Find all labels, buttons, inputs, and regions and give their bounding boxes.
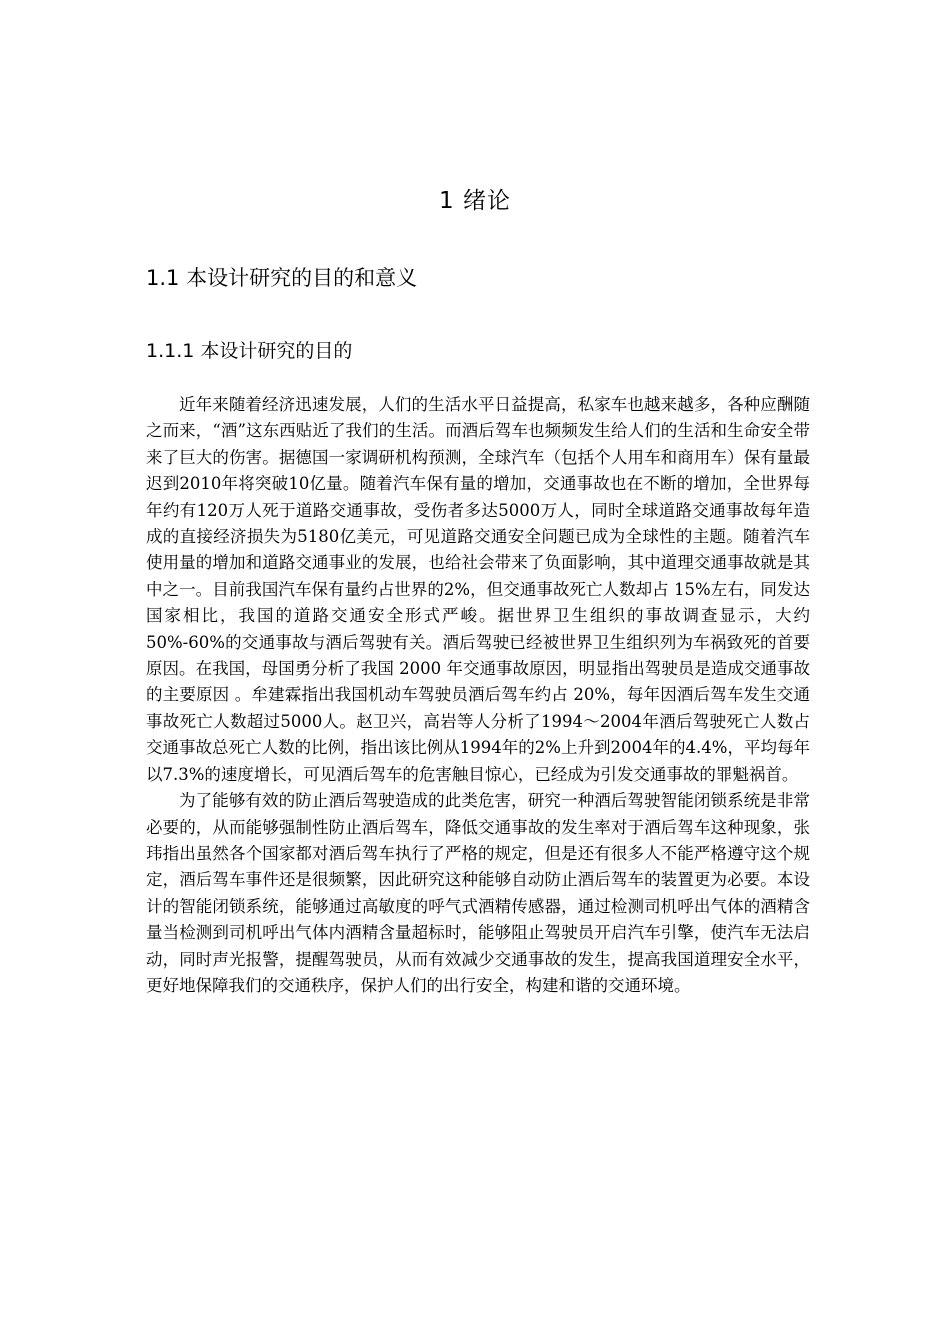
paragraph: 为了能够有效的防止酒后驾驶造成的此类危害，研究一种酒后驾驶智能闭锁系统是非常必要的，从而能够强制性防止酒后驾车，降低交通事故的发生率对于酒后驾车这种现象，张玮指出虽然各个国家都对酒后驾车执行了严格的规定，但是还有很多人不能严格遵守这个规定，酒后驾车事件还是很频繁，因此研究这种能够自动防止酒后驾车的装置更为必要。本设计的智能闭锁系统，能够通过高敏度的呼气式酒精传感器，通过检测司机呼出气体的酒精含量当检测到司机呼出气体内酒精含量超标时，能够阻止驾驶员开启汽车引擎，使汽车无法启动，同时声光报警，提醒驾驶员，从而有效减少交通事故的发生，提高我国道理安全水平，更好地保障我们的交通秩序，保护人们的出行安全，构建和谐的交通环境。 <box>146 791 810 995</box>
paragraph: 近年来随着经济迅速发展，人们的生活水平日益提高，私家车也越来越多，各种应酬随之而来，“酒”这东西贴近了我们的生活。而酒后驾车也频频发生给人们的生活和生命安全带来了巨大的伤害。据德国一家调研机构预测，全球汽车（包括个人用车和商用车）保有量最迟到2010年将突破10亿量。随着汽车保有量的增加，交通事故也在不断的增加，全世界每年约有120万人死于道路交通事故，受伤者多达5000万人，同时全球道路交通事故每年造成的直接经济损失为5180亿美元，可见道路交通安全问题已成为全球性的主题。随着汽车使用量的增加和道路交通事业的发展，也给社会带来了负面影响，其中道理交通事故就是其中之一。目前我国汽车保有量约占世界的2%，但交通事故死亡人数却占 15%左右，同发达国家相比，我国的道路交通安全形式严峻。据世界卫生组织的事故调查显示，大约50%-60%的交通事故与酒后驾驶有关。酒后驾驶已经被世界卫生组织列为车祸致死的首要原因。在我国，母国勇分析了我国 2000 年交通事故原因，明显指出驾驶员是造成交通事故的主要原因 。牟建霖指出我国机动车驾驶员酒后驾车约占 20%，每年因酒后驾车发生交通事故死亡人数超过5000人。赵卫兴，高岩等人分析了1994～2004年酒后驾驶死亡人数占交通事故总死亡人数的比例，指出该比例从1994年的2%上升到2004年的4.4%，平均每年以7.3%的速度增长，可见酒后驾车的危害触目惊心，已经成为引发交通事故的罪魁祸首。 <box>146 395 810 784</box>
body-text <box>146 392 810 999</box>
section-title: 1.1 本设计研究的目的和意义 <box>146 266 418 290</box>
chapter-title: 1 绪论 <box>439 188 511 214</box>
subsection-title: 1.1.1 本设计研究的目的 <box>146 340 353 362</box>
